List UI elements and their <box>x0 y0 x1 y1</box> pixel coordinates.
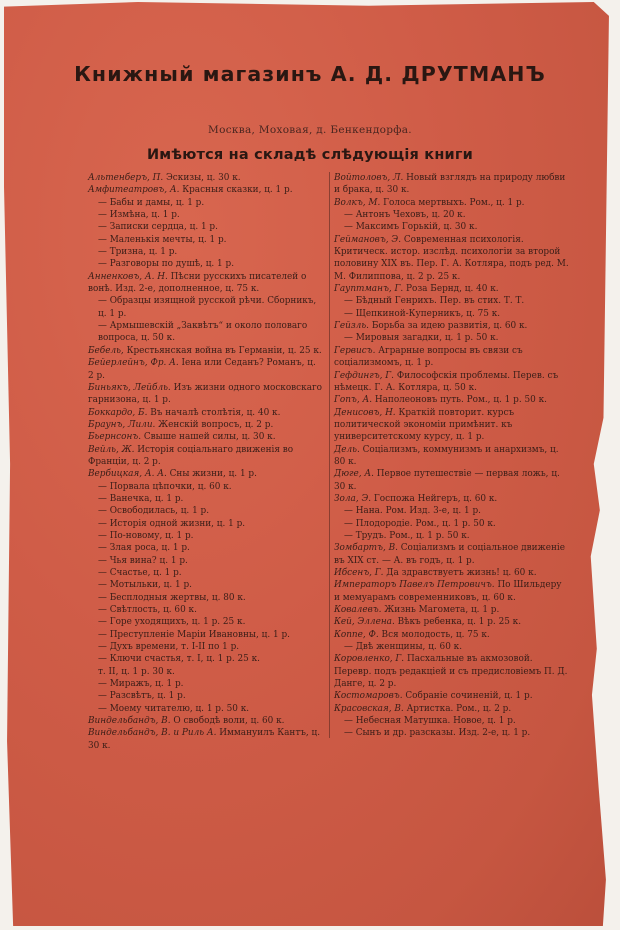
book-title-price: — Моему читателю, ц. 1 р. 50 к. <box>98 703 250 714</box>
book-entry <box>334 616 569 628</box>
book-title-price: — Щепкиной-Куперникъ, ц. 75 к. <box>344 308 501 319</box>
book-entry <box>334 394 569 406</box>
book-author: Гопъ, А. <box>334 395 373 406</box>
book-entry <box>88 295 324 320</box>
book-author: Красовская, В. <box>334 703 404 714</box>
book-entry <box>88 629 324 641</box>
book-title-price: — Разсвѣтъ, ц. 1 р. <box>98 691 186 702</box>
book-entry <box>88 221 324 233</box>
book-entry <box>334 468 569 493</box>
book-entry <box>88 592 324 604</box>
book-title-price: — Разговоры по душѣ, ц. 1 р. <box>98 259 235 270</box>
book-title-price: Голоса мертвыхъ. Ром., ц. 1 р. <box>380 197 525 208</box>
book-title-price: Вся молодость, ц. 75 к. <box>378 629 490 640</box>
catalog-heading: Имѣются на складѣ слѣдующія книги <box>146 147 474 163</box>
book-entry <box>88 246 324 258</box>
store-name: Книжный магазинъ А. Д. ДРУТМАНЪ <box>74 62 546 86</box>
book-author: Денисовъ, Н. <box>334 407 396 418</box>
book-entry <box>334 234 569 283</box>
book-author: Анненковъ, А. Н. <box>88 271 168 282</box>
book-entry <box>88 444 324 469</box>
book-entry <box>334 530 569 542</box>
book-author: Вербицкая, А. А. <box>88 469 167 480</box>
book-title-price: — Образцы изящной русской рѣчи. Сборникъ, ц. 1 р. <box>98 296 317 319</box>
book-entry <box>88 567 324 579</box>
book-title-price: Да здравствуетъ жизнь! ц. 60 к. <box>383 568 537 578</box>
book-entry <box>88 271 324 296</box>
book-entry <box>334 444 569 469</box>
book-title-price: — Небесная Матушка. Новое, ц. 1 р. <box>344 716 516 727</box>
book-title-price: Первое путешествіе — первая ложь, ц. 30 к. <box>334 469 560 492</box>
book-title-price: Эскизы, ц. 30 к. <box>163 173 241 183</box>
book-title-price: — Антонъ Чеховъ, ц. 20 к. <box>344 210 466 221</box>
book-author: Коровленко, Г. <box>334 654 405 665</box>
book-entry <box>88 518 324 530</box>
left-column <box>88 172 324 752</box>
book-title-price: Пѣсни русскихъ писателей о вонѣ. Изд. 2-е, дополненное, ц. 75 к. <box>88 271 307 295</box>
book-author: Гейзль. <box>334 321 369 332</box>
book-entry <box>334 579 569 604</box>
book-author: Ковалевъ. <box>334 605 382 616</box>
book-entry <box>88 641 324 653</box>
book-title-price: Иммануилъ Кантъ, ц. 30 к. <box>88 728 321 751</box>
book-title-price: — По-новому, ц. 1 р. <box>98 530 194 541</box>
book-author: Дель. <box>334 444 360 455</box>
book-title-price: Соціализмъ, коммунизмъ и анархизмъ, ц. 80 к. <box>334 444 559 467</box>
book-author: Гауптманъ, Г. <box>334 284 404 295</box>
book-title-price: Современная психологія. Критическ. истор. изслѣд. психологіи за второй половину XIX въ. Пер. Г. А. Котляра, подъ ред. М. М. Филиппова, ц. 2 р. 25 к. <box>334 234 569 282</box>
book-author: Дюге, А. <box>334 469 374 480</box>
book-author: Геймановъ, Э. <box>334 234 402 245</box>
book-author: Зола, Э. <box>334 493 372 504</box>
book-author: Бьернсонъ. <box>88 432 142 443</box>
book-entry <box>88 493 324 505</box>
book-entry <box>88 505 324 517</box>
book-entry <box>334 493 569 505</box>
book-title-price: Наполеоновъ путь. Ром., ц. 1 р. 50 к. <box>372 395 547 406</box>
book-entry <box>334 653 569 690</box>
book-author: Вейль, Ж. <box>88 444 135 455</box>
book-entry <box>88 703 324 715</box>
book-entry <box>88 345 324 357</box>
book-author: Императоръ Павелъ Петровичъ. <box>334 580 495 591</box>
book-entry <box>334 197 569 209</box>
book-author: Костомаровъ. <box>334 691 403 702</box>
book-title-price: Въ началѣ столѣтія, ц. 40 к. <box>147 407 281 418</box>
book-author: Амфитеатровъ, А. <box>88 185 180 196</box>
book-entry <box>88 419 324 431</box>
book-entry <box>334 518 569 530</box>
book-author: Виндельбандъ, В. и Риль А. <box>88 728 217 739</box>
book-entry <box>88 209 324 221</box>
book-title-price: — Бесплодныя жертвы, ц. 80 к. <box>98 592 246 603</box>
book-author: Ибсенъ, Г. <box>334 568 384 578</box>
book-entry <box>88 579 324 591</box>
book-title-price: Философскія проблемы. Перев. съ нѣмецк. Г. А. Котляра, ц. 50 к. <box>334 370 559 393</box>
book-entry <box>334 221 569 233</box>
book-title-price: — Сынъ и др. разсказы. Изд. 2-е, ц. 1 р. <box>344 728 531 739</box>
book-entry <box>88 604 324 616</box>
book-title-price: Собраніе сочиненій, ц. 1 р. <box>402 691 533 702</box>
book-entry <box>88 530 324 542</box>
book-title-price: Краткій повторит. курсъ политической экономіи примѣнит. къ университетскому курсу, ц. 1 р. <box>334 407 515 443</box>
book-entry <box>88 184 324 196</box>
book-title-price: — Плодородіе. Ром., ц. 1 р. 50 к. <box>344 518 496 529</box>
book-entry <box>88 616 324 628</box>
book-title-price: — Исторія одной жизни, ц. 1 р. <box>98 518 246 529</box>
book-title-price: Вѣкъ ребенка, ц. 1 р. 25 к. <box>394 617 522 628</box>
book-title-price: — Злая роса, ц. 1 р. <box>98 543 190 554</box>
book-entry <box>334 172 569 197</box>
book-title-price: — Двѣ женщины, ц. 60 к. <box>344 642 463 653</box>
book-title-price: Изъ жизни одного московскаго гарнизона, ц. 1 р. <box>88 382 322 406</box>
book-title-price: Красныя сказки, ц. 1 р. <box>179 185 293 196</box>
book-title-price: — Горе уходящихъ, ц. 1 р. 25 к. <box>98 617 246 628</box>
book-author: Войтоловъ, Л. <box>334 173 404 183</box>
book-author: Гервисъ. <box>334 345 376 356</box>
book-title-price: — Счастье, ц. 1 р. <box>98 568 182 578</box>
book-entry <box>88 468 324 480</box>
book-entry <box>88 555 324 567</box>
book-title-price: — Освободилась, ц. 1 р. <box>98 506 210 517</box>
store-address: Москва, Моховая, д. Бенкендорфа. <box>208 124 412 136</box>
book-entry <box>334 295 569 307</box>
book-author: Браунъ, Лили. <box>88 419 156 430</box>
book-title-price: Артистка. Ром., ц. 2 р. <box>403 703 512 714</box>
book-entry <box>334 604 569 616</box>
book-title-price: Женскій вопросъ, ц. 2 р. <box>155 419 274 430</box>
book-title-price: По Шильдеру и мемуарамъ современниковъ, ц. 60 к. <box>334 580 562 603</box>
book-title-price: Іена или Седанъ? Романъ, ц. 2 р. <box>88 358 316 381</box>
book-entry <box>88 407 324 419</box>
book-title-price: — Преступленіе Маріи Ивановны, ц. 1 р. <box>98 629 290 640</box>
book-author: Боккардо, Б. <box>88 407 148 418</box>
book-title-price: Роза Бернд, ц. 40 к. <box>403 284 499 295</box>
book-entry <box>334 505 569 517</box>
book-title-price: Исторія соціальнаго движенія во Франціи, ц. 2 р. <box>88 444 294 467</box>
book-entry <box>334 727 569 739</box>
book-entry <box>88 197 324 209</box>
book-title-price: Новый взглядъ на природу любви и брака, ц. 30 к. <box>334 173 566 196</box>
book-title-price: Аграрные вопросы въ связи съ соціализмомъ, ц. 1 р. <box>334 345 523 369</box>
book-entry <box>334 320 569 332</box>
book-title-price: — Измѣна, ц. 1 р. <box>98 210 180 221</box>
book-title-price: Свыше нашей силы, ц. 30 к. <box>141 432 276 443</box>
book-title-price: — Порвала цѣпочки, ц. 60 к. <box>98 481 232 492</box>
book-author: Зомбартъ, В. <box>334 543 398 554</box>
book-entry <box>88 258 324 270</box>
book-title-price: — Чья вина? ц. 1 р. <box>98 555 188 566</box>
book-entry <box>334 703 569 715</box>
book-title-price: Пасхальные въ акмозовой. Перевр. подъ редакціей и съ предисловіемъ П. Д. Данге, ц. 2 р. <box>334 654 568 690</box>
book-entry <box>88 666 324 678</box>
book-entry <box>334 209 569 221</box>
book-title-price: — Армышевскій „Заквѣтъ“ и около половаго вопроса, ц. 50 к. <box>98 321 308 344</box>
book-title-price: — Миражъ, ц. 1 р. <box>98 679 184 690</box>
book-title-price: Соціализмъ и соціальное движеніе въ XIX ст. — А. въ годъ, ц. 1 р. <box>334 543 565 566</box>
book-title-price: — Максимъ Горькій, ц. 30 к. <box>344 222 478 233</box>
book-title-price: — Духъ времени, т. I-II по 1 р. <box>98 642 240 653</box>
book-entry <box>88 234 324 246</box>
book-title-price: — Бабы и дамы, ц. 1 р. <box>98 197 205 208</box>
book-title-price: — Мировыя загадки, ц. 1 р. 50 к. <box>344 333 499 344</box>
book-title-price: — Нана. Ром. Изд. 3-е, ц. 1 р. <box>344 506 481 517</box>
book-entry <box>334 542 569 567</box>
book-title-price: — Ключи счастья, т. I, ц. 1 р. 25 к. <box>98 654 260 665</box>
book-title-price: — Свѣтлость, ц. 60 к. <box>98 605 197 616</box>
book-entry <box>334 690 569 702</box>
book-entry <box>88 690 324 702</box>
book-entry <box>334 567 569 579</box>
book-entry <box>334 308 569 320</box>
book-title-price: — Тризна, ц. 1 р. <box>98 247 178 258</box>
book-entry <box>334 407 569 444</box>
book-entry <box>334 370 569 395</box>
book-author: Бейерлейнъ, Фр. А. <box>88 358 179 369</box>
book-entry <box>334 715 569 727</box>
book-title-price: — Бѣдный Генрихъ. Пер. въ стих. Т. Т. <box>344 296 525 307</box>
book-entry <box>88 357 324 382</box>
book-title-price: Борьба за идею развитія, ц. 60 к. <box>369 321 528 332</box>
book-author: Гефдингъ, Г. <box>334 370 395 381</box>
book-entry <box>88 678 324 690</box>
book-title-price: Госпожа Нейгеръ, ц. 60 к. <box>371 493 498 504</box>
book-entry <box>88 172 324 184</box>
book-author: Бебель, <box>88 345 124 356</box>
book-entry <box>88 320 324 345</box>
book-author: Волкъ, М. <box>334 197 381 208</box>
book-title-price: Жизнь Магомета, ц. 1 р. <box>381 605 500 616</box>
book-entry <box>88 542 324 554</box>
book-author: Альтенберъ, П. <box>88 173 164 183</box>
book-author: Кей, Эллена. <box>334 617 395 628</box>
book-title-price: — Ванечка, ц. 1 р. <box>98 493 184 504</box>
right-column <box>334 172 569 740</box>
book-author: Коппе, Ф. <box>334 629 379 640</box>
book-title-price: — Трудъ. Ром., ц. 1 р. 50 к. <box>344 530 470 541</box>
book-entry <box>334 629 569 641</box>
book-entry <box>334 283 569 295</box>
book-author: Виндельбандъ, В. <box>88 716 171 727</box>
book-title-price: — Записки сердца, ц. 1 р. <box>98 222 218 233</box>
book-entry <box>88 481 324 493</box>
book-entry <box>88 727 324 752</box>
book-title-price: — Маленькія мечты, ц. 1 р. <box>98 234 227 245</box>
book-entry <box>334 332 569 344</box>
book-entry <box>334 345 569 370</box>
book-title-price: О свободѣ воли, ц. 60 к. <box>170 716 285 727</box>
book-title-price: Крестьянская война въ Германіи, ц. 25 к. <box>123 345 322 356</box>
book-title-price: т. II, ц. 1 р. 30 к. <box>98 666 175 677</box>
book-title-price: — Мотыльки, ц. 1 р. <box>98 580 192 591</box>
book-entry <box>88 431 324 443</box>
column-divider <box>329 172 330 738</box>
book-entry <box>88 653 324 665</box>
book-entry <box>88 715 324 727</box>
book-author: Биньякъ, Лейбль. <box>88 382 171 393</box>
book-entry <box>334 641 569 653</box>
book-entry <box>88 382 324 407</box>
book-title-price: Сны жизни, ц. 1 р. <box>166 469 257 480</box>
